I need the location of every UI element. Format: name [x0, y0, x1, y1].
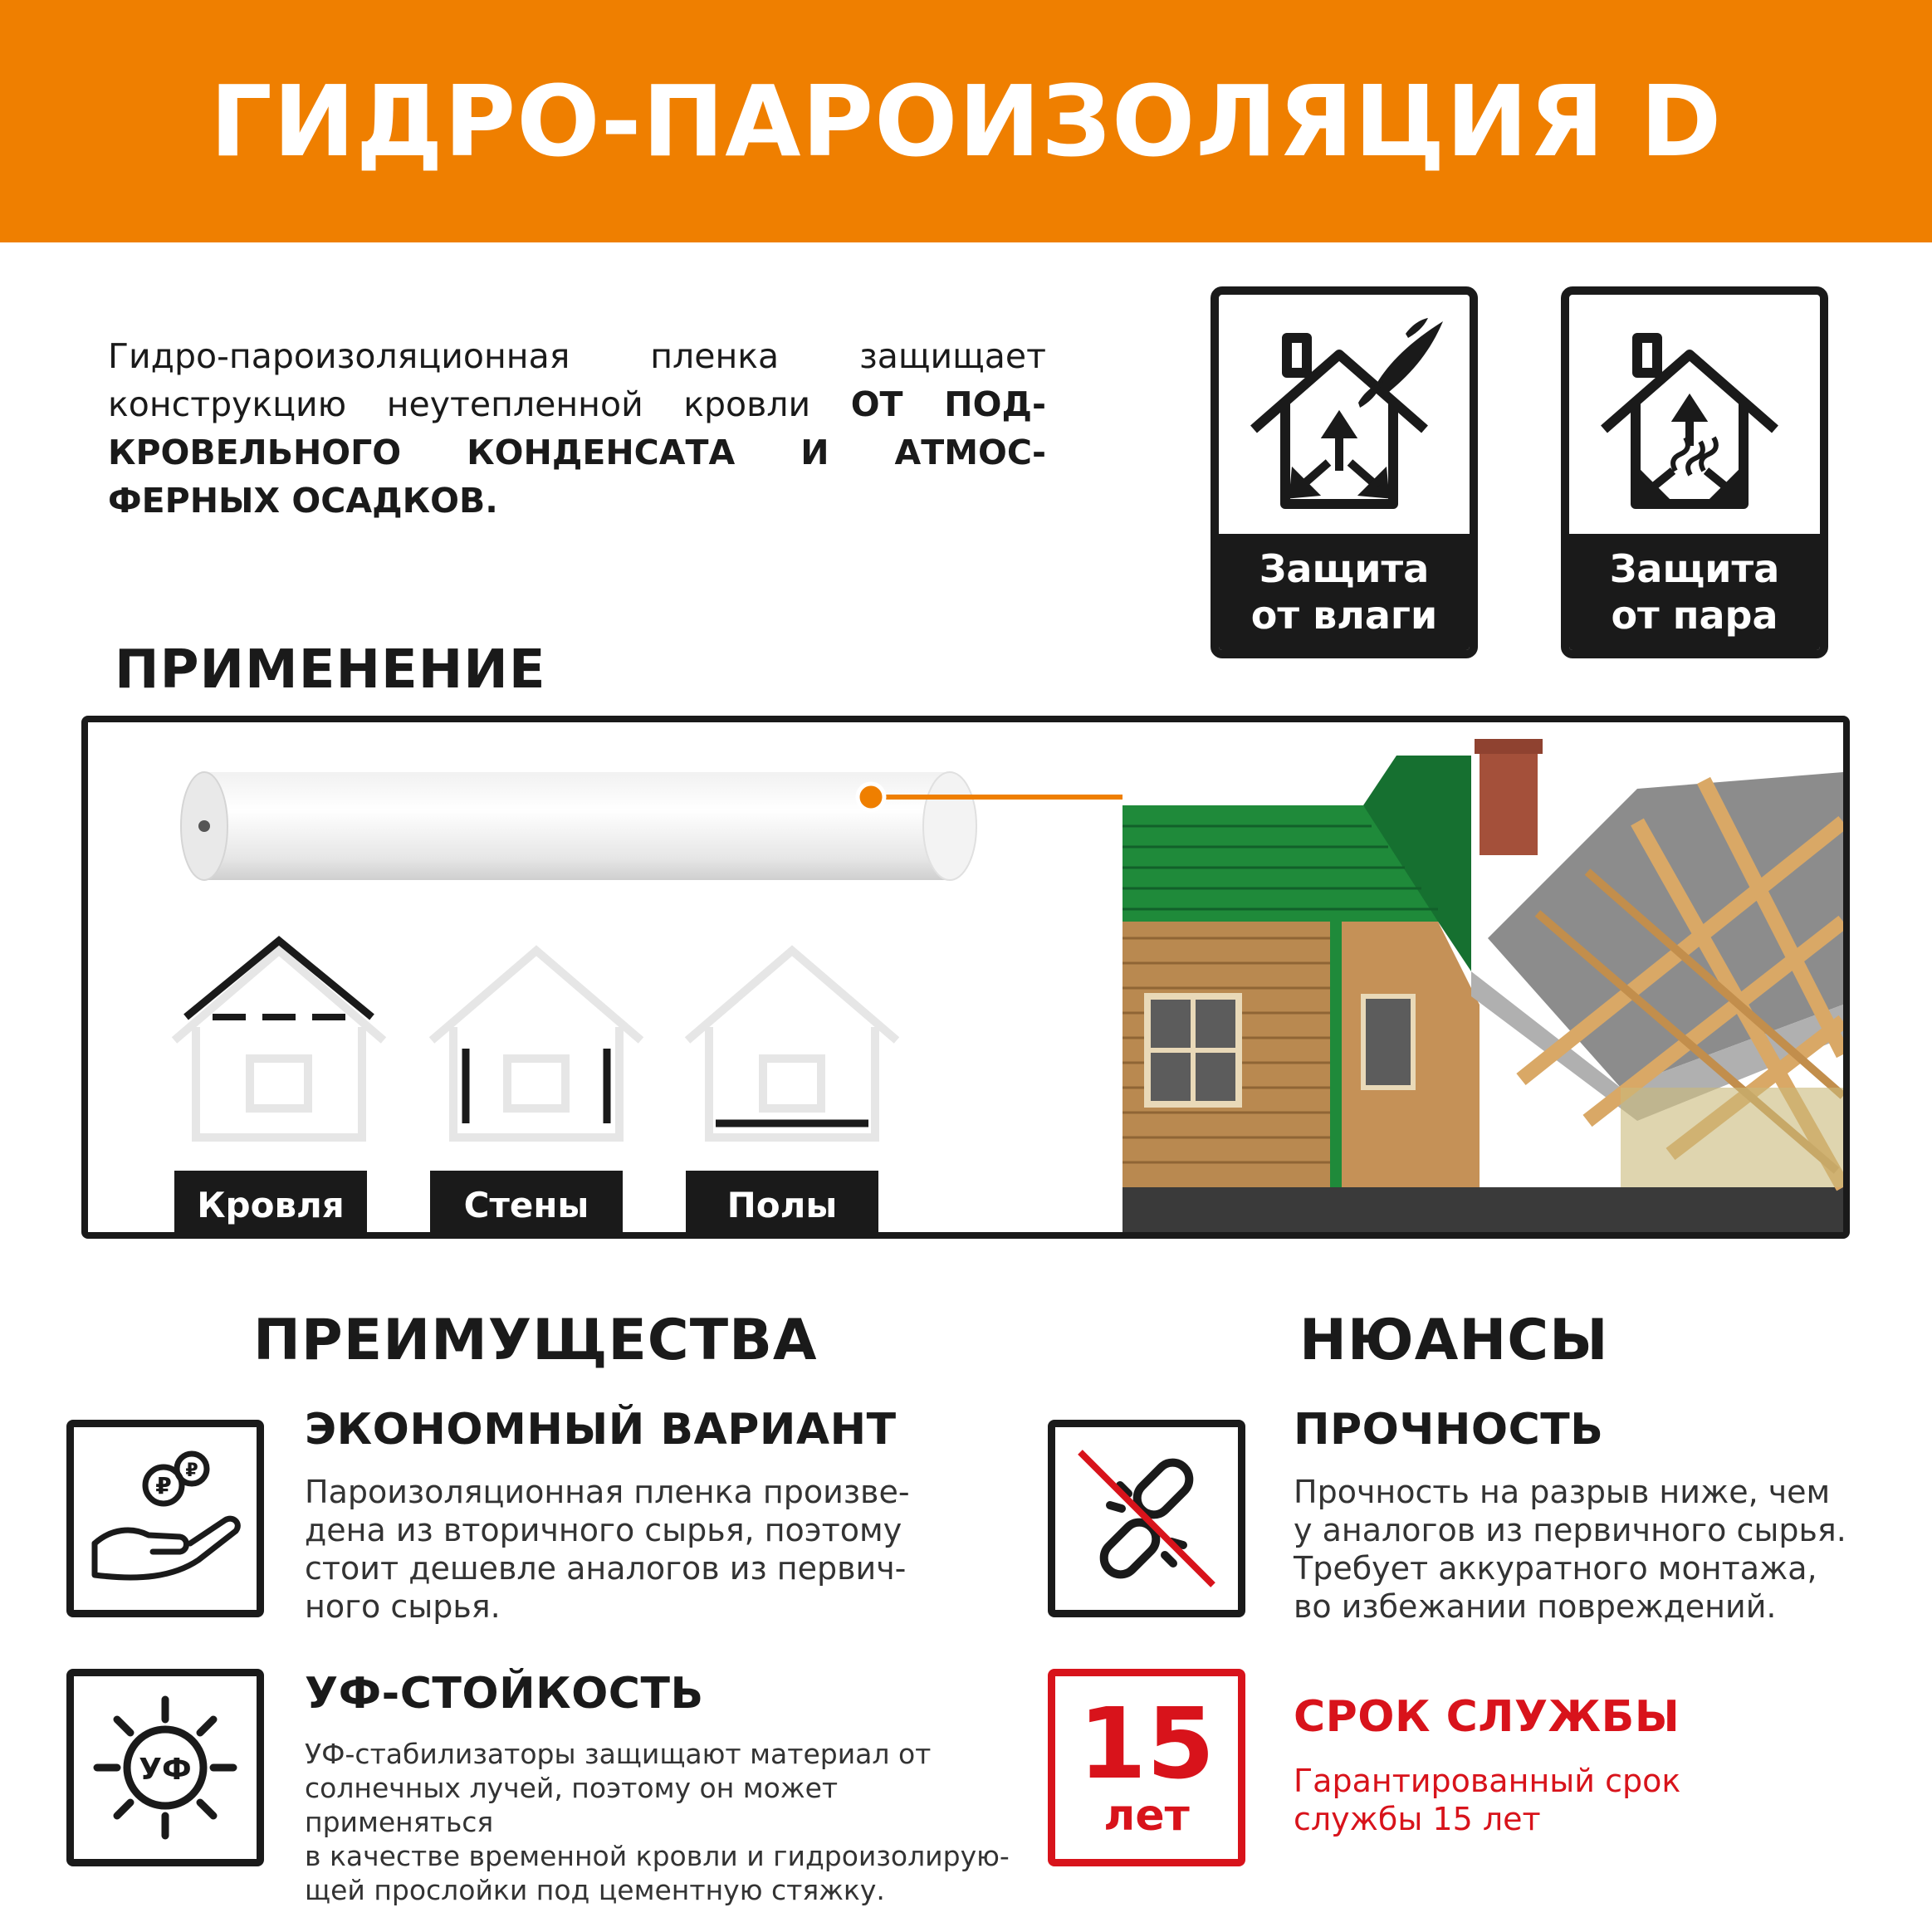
feature-icon-box-strength: [1048, 1420, 1245, 1617]
house-moisture-icon: [1235, 305, 1460, 521]
badge-moisture-caption: [1219, 534, 1470, 650]
uv-title: УФ-СТОЙКОСТЬ: [305, 1669, 704, 1719]
strength-title: ПРОЧНОСТЬ: [1294, 1405, 1604, 1455]
badge-steam-caption: [1569, 534, 1820, 650]
broken-chain-icon: [1064, 1436, 1230, 1602]
badge-steam-line2: от пара: [1611, 593, 1778, 638]
advantages-title: ПРЕИМУЩЕСТВА: [253, 1308, 818, 1373]
house-steam-icon: [1586, 305, 1810, 521]
strength-line-3: Требует аккуратного монтажа,: [1294, 1550, 1817, 1587]
badge-moisture-line2: от влаги: [1250, 593, 1438, 638]
economy-line-4: ного сырья.: [305, 1588, 501, 1625]
label-walls: Стены: [430, 1171, 623, 1239]
economy-description: [305, 1473, 936, 1626]
uv-line-4: щей прослойки под цементную стяжку.: [305, 1874, 885, 1906]
svg-text:₽: ₽: [185, 1460, 198, 1481]
uv-line-1: УФ-стабилизаторы защищают материал от: [305, 1738, 932, 1770]
badge-moisture-line1: Защита: [1259, 546, 1430, 591]
label-floors: Полы: [686, 1171, 878, 1239]
feature-icon-box-economy: [66, 1420, 264, 1617]
service-life-unit: лет: [1103, 1791, 1190, 1841]
service-life-number: 15: [1078, 1686, 1215, 1801]
house-walls-icon: [428, 934, 644, 1142]
badge-moisture: [1211, 286, 1478, 658]
coins-hand-icon: [82, 1436, 248, 1602]
service-life-title: СРОК СЛУЖБЫ: [1294, 1692, 1680, 1742]
strength-line-2: у аналогов из первичного сырья.: [1294, 1512, 1846, 1548]
service-life-line-1: Гарантированный срок: [1294, 1763, 1681, 1799]
uv-description: [305, 1737, 1019, 1907]
roof-construction-illustration: [1123, 722, 1843, 1232]
economy-title: ЭКОНОМНЫЙ ВАРИАНТ: [305, 1405, 897, 1455]
uv-line-3: в качестве временной кровли и гидроизолирую-: [305, 1840, 1010, 1872]
strength-description: [1294, 1473, 1891, 1626]
feature-icon-box-uv: [66, 1669, 264, 1866]
uv-icon-text: УФ: [139, 1753, 192, 1787]
service-life-line-2: службы 15 лет: [1294, 1801, 1541, 1837]
economy-line-3: стоит дешевле аналогов из первич-: [305, 1550, 907, 1587]
intro-bold: ОТ ПОД-КРОВЕЛЬНОГО КОНДЕНСАТА И АТМОС-ФЕРНЫХ ОСАДКОВ.: [108, 384, 1047, 521]
svg-text:₽: ₽: [155, 1472, 172, 1499]
page-title: ГИДРО-ПАРОИЗОЛЯЦИЯ D: [209, 64, 1723, 179]
nuances-title: НЮАНСЫ: [1299, 1308, 1609, 1373]
application-title: ПРИМЕНЕНИЕ: [115, 639, 546, 701]
application-panel: [81, 716, 1850, 1239]
label-roof: Кровля: [174, 1171, 367, 1239]
badge-steam-line1: Защита: [1609, 546, 1780, 591]
house-floor-icon: [684, 934, 900, 1142]
strength-line-1: Прочность на разрыв ниже, чем: [1294, 1474, 1831, 1510]
uv-sun-icon: [82, 1685, 248, 1851]
uv-line-2: солнечных лучей, поэтому он может применяться: [305, 1772, 839, 1838]
badge-steam: [1561, 286, 1828, 658]
service-life-description: [1294, 1762, 1875, 1838]
intro-text: [108, 332, 1046, 525]
service-life-badge: [1048, 1669, 1245, 1866]
economy-line-2: дена из вторичного сырья, поэтому: [305, 1512, 902, 1548]
house-roof-icon: [171, 934, 387, 1142]
intro-regular: Гидро-пароизоляционная пленка защищает конструкцию неутепленной кровли: [108, 336, 1046, 424]
economy-line-1: Пароизоляционная пленка произве-: [305, 1474, 910, 1510]
strength-line-4: во избежании повреждений.: [1294, 1588, 1777, 1625]
